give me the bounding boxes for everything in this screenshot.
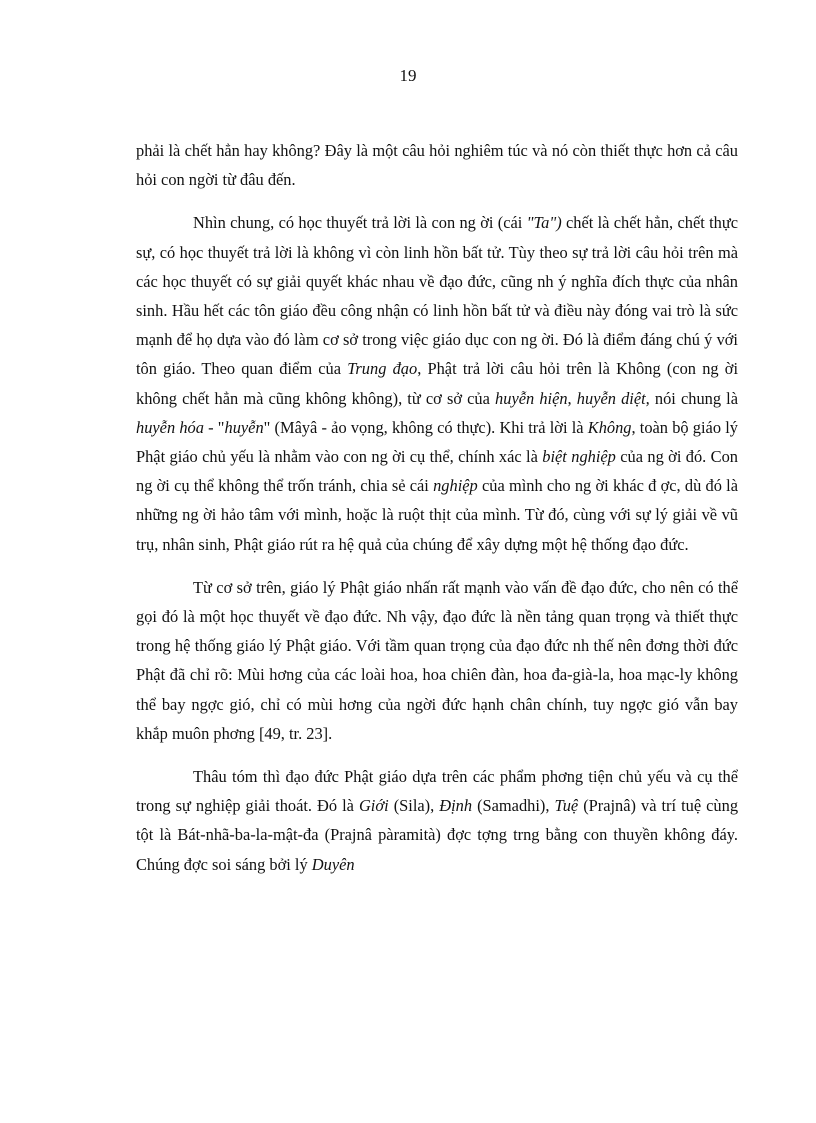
text-segment: " (Mâyâ - ảo vọng, không có thực). Khi trả lời là	[263, 417, 588, 437]
paragraph	[136, 573, 738, 748]
text-segment: ,	[567, 388, 577, 408]
text-segment: chết là chết hẳn, chết thực sự, có học thuyết trả lời là không vì còn linh hồn bất tử. Tùy theo sự trả lời câu hỏi trên mà các học thuyết có sự giải quyết khác nhau về đạo đức, cũng nh ý nghĩa đích thực của nhân sinh. Hầu hết các tôn giáo đều công nhận có linh hồn bất tử và điều này đóng vai trò là sức mạnh để họ dựa vào đó làm cơ sở trong việc giáo dục con ng ời. Đó là điểm đáng chú ý với tôn giáo. Theo quan điểm của	[136, 213, 738, 379]
italic-term: Trung đạo	[347, 359, 418, 379]
page-number: 19	[399, 66, 417, 85]
italic-term: nghiệp	[433, 476, 478, 496]
paragraph	[136, 136, 738, 194]
text-segment: Nhìn chung, có học thuyết trả lời là con ng ời (cái	[193, 213, 527, 233]
text-segment: Thâu tóm thì đạo đức Phật giáo dựa trên các phẩm phơng tiện chủ yếu và cụ thể trong sự nghiệp giải thoát. Đó là	[136, 767, 738, 816]
text-segment: - "	[203, 417, 225, 437]
italic-term: Tuệ	[554, 796, 579, 816]
italic-term: Không	[587, 417, 632, 437]
italic-term: biệt nghiệp	[542, 447, 616, 467]
text-segment: của mình cho ng ời khác đ ợc, dù đó là những ng ời hảo tâm với mình, hoặc là ruột thịt của mình. Từ đó, cùng với sự lý giải về vũ trụ, nhân sinh, Phật giáo rút ra hệ quả của chúng để xây dựng một hệ thống đạo đức.	[136, 476, 738, 554]
text-segment: (Samadhi),	[472, 796, 555, 816]
text-segment: của ng ời đó. Con ng ời cụ thể không thể trốn tránh, chia sẻ cái	[136, 447, 738, 496]
body-text	[136, 136, 738, 893]
italic-term: huyễn	[224, 417, 264, 437]
italic-term: huyễn diệt,	[576, 388, 650, 408]
paragraph	[136, 762, 738, 879]
italic-term: huyễn hóa	[136, 417, 204, 437]
text-segment: (Sila),	[388, 796, 440, 816]
text-segment: , Phật trả lời câu hỏi trên là Không (con ng ời không chết hẳn mà cũng không không), từ cơ sở của	[136, 359, 739, 408]
text-segment: (Prajnâ) và trí tuệ cùng tột là Bát-nhã-ba-la-mật-đa (Prajnâ pàramità) đợc tợng trng bằng con thuyền không đáy. Chúng đợc soi sáng bởi lý	[136, 796, 739, 874]
italic-term: Duyên	[311, 854, 355, 874]
italic-term: Định	[439, 796, 473, 816]
paragraph	[136, 208, 738, 558]
italic-term: "Ta")	[526, 213, 562, 233]
text-segment: , toàn bộ giáo lý Phật giáo chủ yếu là nhằm vào con ng ời cụ thể, chính xác là	[136, 417, 738, 467]
text-segment: nói chung là	[649, 388, 738, 408]
text-segment: Từ cơ sở trên, giáo lý Phật giáo nhấn rất mạnh vào vấn đề đạo đức, cho nên có thể gọi đó là một học thuyết về đạo đức. Nh vậy, đạo đức là nền tảng quan trọng và thiết thực trong hệ thống giáo lý Phật giáo. Với tầm quan trọng của đạo đức nh thế nên đơng thời đức Phật đã chỉ rõ: Mùi hơng của các loài hoa, hoa chiên đàn, hoa đa-già-la, hoa mạc-ly không thể bay ngợc gió, chỉ có mùi hơng của ngời đức hạnh chân chính, tuy ngợc gió vẫn bay khắp muôn phơng [49, tr. 23].	[136, 577, 738, 743]
italic-term: huyễn hiện	[495, 388, 568, 408]
italic-term: Giới	[358, 796, 389, 816]
text-segment: phải là chết hẳn hay không? Đây là một câu hỏi nghiêm túc và nó còn thiết thực hơn cả câu hỏi con ngời từ đâu đến.	[136, 141, 738, 190]
